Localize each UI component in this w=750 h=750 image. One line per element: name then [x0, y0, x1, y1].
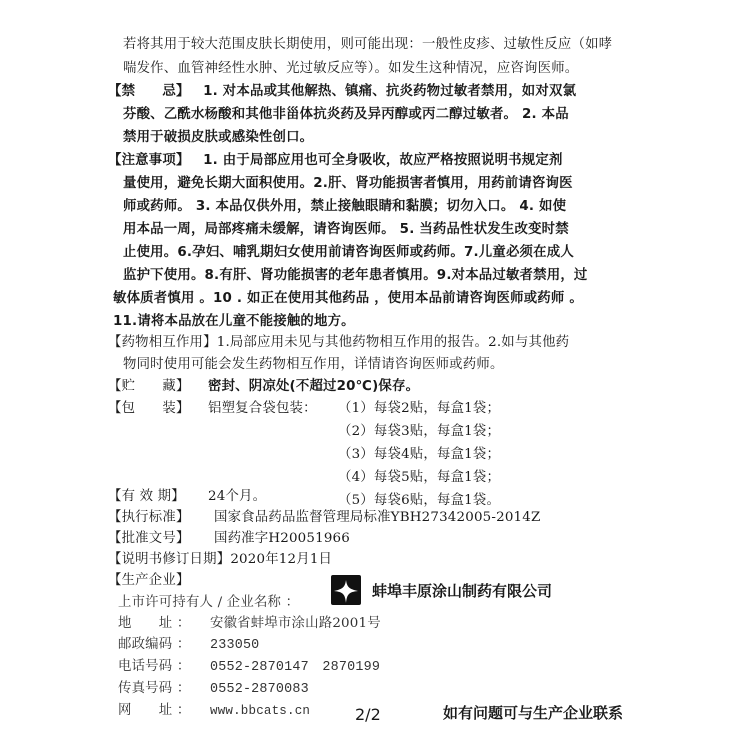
page-number: 2/2	[355, 705, 381, 724]
revision-date-label: 【说明书修订日期】	[108, 552, 231, 567]
precautions-section	[108, 152, 563, 170]
precautions-text: 1. 由于局部应用也可全身吸收，故应严格按照说明书规定剂	[189, 153, 563, 168]
company-logo-icon	[331, 575, 361, 605]
revision-date-value: 2020年12月1日	[230, 552, 333, 567]
precautions-line-4: 用本品一周，局部疼痛未缓解，请咨询医师。 5. 当药品性状发生改变时禁	[123, 222, 569, 237]
phone-label: 电话号码 ：	[118, 659, 191, 674]
standard-label: 【执行标准】	[108, 510, 190, 525]
precautions-label: 【注意事项】	[108, 153, 190, 168]
address-value: 安徽省蚌埠市涂山路2001号	[210, 616, 381, 631]
postcode-value: 233050	[210, 638, 260, 653]
address-label: 地 址 ：	[118, 616, 191, 631]
contraindications-label: 【禁 忌】	[108, 84, 190, 99]
fax-value: 0552-2870083	[210, 682, 309, 697]
website-row	[118, 702, 310, 720]
shelf-life-label: 【有 效 期】	[108, 489, 185, 504]
shelf-life-section	[108, 488, 266, 506]
packaging-option-3: （3）每袋4贴，每盒1袋；	[338, 447, 501, 462]
packaging-section	[108, 400, 317, 418]
contraindications-text: 1. 对本品或其他解热、镇痛、抗炎药物过敏者禁用，如对双氯	[189, 84, 577, 99]
fax-label: 传真号码 ：	[118, 681, 191, 696]
precautions-line-2: 量使用，避免长期大面积使用。2.肝、肾功能损害者慎用，用药前请咨询医	[123, 176, 573, 191]
fax-row	[118, 680, 309, 699]
storage-value: 密封、阴凉处(不超过20℃)保存。	[208, 379, 420, 394]
interactions-text: 1.局部应用未见与其他药物相互作用的报告。2.如与其他药	[216, 335, 570, 350]
contraindications-line-3: 禁用于破损皮肤或感染性创口。	[123, 130, 314, 145]
storage-section	[108, 378, 419, 396]
adverse-reactions-line-2: 喘发作、血管神经性水肿、光过敏反应等）。如发生这种情况，应咨询医师。	[123, 61, 579, 76]
precautions-line-6: 监护下使用。8.有肝、肾功能损害的老年患者慎用。9.对本品过敏者禁用，过	[123, 268, 588, 283]
precautions-line-5: 止使用。6.孕妇、哺乳期妇女使用前请咨询医师或药师。7.儿童必须在成人	[123, 245, 574, 260]
interactions-section	[108, 334, 569, 352]
packaging-option-1: （1）每袋2贴，每盒1袋；	[338, 401, 501, 416]
phone-value: 0552-2870147 2870199	[210, 660, 381, 675]
packaging-intro: 铝塑复合袋包装：	[208, 401, 317, 416]
interactions-line-2: 物同时使用可能会发生药物相互作用，详情请咨询医师或药师。	[123, 357, 504, 372]
interactions-label: 【药物相互作用】	[108, 335, 217, 350]
phone-row	[118, 658, 380, 677]
approval-label: 【批准文号】	[108, 531, 190, 546]
packaging-option-5: （5）每袋6贴，每盒1袋。	[338, 493, 501, 508]
contraindications-section	[108, 83, 576, 101]
precautions-line-3: 师或药师。 3. 本品仅供外用，禁止接触眼睛和黏膜；切勿入口。 4. 如使	[123, 199, 567, 214]
packaging-option-4: （4）每袋5贴，每盒1袋；	[338, 470, 501, 485]
precautions-line-8: 11.请将本品放在儿童不能接触的地方。	[113, 314, 355, 329]
manufacturer-label: 【生产企业】	[108, 573, 190, 588]
holder-label: 上市许可持有人 / 企业名称 ：	[118, 595, 300, 610]
company-name: 蚌埠丰原涂山制药有限公司	[372, 582, 553, 600]
revision-date-section	[108, 551, 332, 569]
contact-note: 如有问题可与生产企业联系	[443, 704, 624, 722]
website-label: 网 址 ：	[118, 703, 191, 718]
standard-section	[108, 509, 541, 527]
precautions-line-7: 敏体质者慎用 。10 . 如正在使用其他药品 ，使用本品前请咨询医师或药师 。	[113, 291, 583, 306]
website-value: www.bbcats.cn	[210, 704, 311, 718]
contraindications-line-2: 芬酸、乙酰水杨酸和其他非甾体抗炎药及异丙醇或丙二醇过敏者。 2. 本品	[123, 107, 569, 122]
postcode-row	[118, 636, 259, 655]
standard-value: 国家食品药品监督管理局标准YBH27342005-2014Z	[214, 510, 541, 525]
storage-label: 【贮 藏】	[108, 379, 190, 394]
shelf-life-value: 24个月。	[208, 489, 267, 504]
approval-section	[108, 530, 350, 548]
adverse-reactions-line-1: 若将其用于较大范围皮肤长期使用，则可能出现：一般性皮疹、过敏性反应（如哮	[123, 37, 613, 52]
packaging-option-2: （2）每袋3贴，每盒1袋；	[338, 424, 501, 439]
approval-value: 国药准字H20051966	[214, 531, 350, 546]
packaging-label: 【包 装】	[108, 401, 190, 416]
postcode-label: 邮政编码 ：	[118, 637, 191, 652]
address-row	[118, 615, 381, 633]
